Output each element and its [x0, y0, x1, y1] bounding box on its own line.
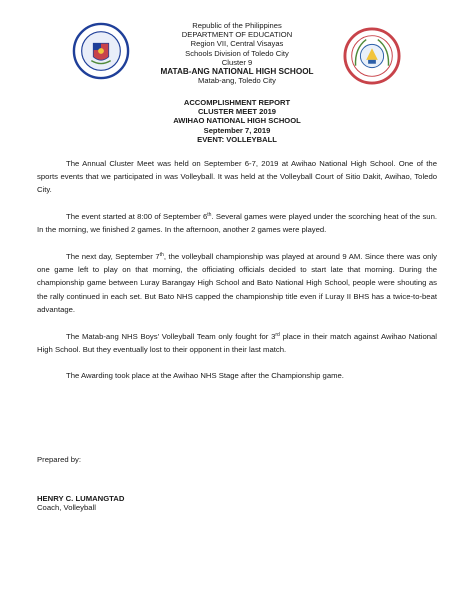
- report-event-type: EVENT: VOLLEYBALL: [197, 134, 277, 144]
- report-title-block: [100, 98, 374, 144]
- signatory-role: Coach, Volleyball: [37, 503, 96, 512]
- letterhead: [100, 21, 374, 85]
- school-address: Matab-ang, Toledo City: [198, 76, 276, 86]
- paragraph-2-ordinal: th: [207, 212, 212, 219]
- paragraph-3-text-b: , the volleyball championship was played at around 9 AM. Since there was only one game left to play on that morning, the officiating officials decided to start late that morning. During the championship game between Luray Barangay High School and Bato National High School, people were shouting as the rally continued in each set. But Bato NHS capped the championship title even if Luray II BHS has a twice-to-beat advantage.: [37, 252, 437, 314]
- cluster-line: Cluster 9: [221, 57, 253, 67]
- paragraph-5: The Awarding took place at the Awihao NHS Stage after the Championship game.: [66, 371, 344, 381]
- region-line: Region VII, Central Visayas: [190, 39, 284, 49]
- paragraph-4-text-b: place in their match against Awihao National High School. But they eventually lost to their opponent in their last match.: [37, 331, 437, 354]
- school-name: MATAB-ANG NATIONAL HIGH SCHOOL: [160, 67, 314, 77]
- paragraph-3-ordinal: th: [159, 252, 164, 259]
- report-body: [37, 157, 437, 396]
- report-title: ACCOMPLISHMENT REPORT: [183, 98, 291, 107]
- paragraph-4-text-a: The Matab-ang NHS Boys' Volleyball Team only fought for 3: [66, 331, 276, 341]
- paragraph-4: [37, 330, 437, 356]
- paragraph-2-text-a: The event started at 8:00 of September 6: [66, 212, 208, 222]
- signatory-name: HENRY C. LUMANGTAD: [37, 494, 125, 503]
- paragraph-3-text-a: The next day, September 7: [66, 252, 160, 262]
- paragraph-4-ordinal: rd: [275, 331, 280, 338]
- paragraph-2: [37, 210, 437, 236]
- prepared-by-label: Prepared by:: [37, 455, 82, 464]
- paragraph-3: [37, 250, 437, 316]
- paragraph-2-text-b: . Several games were played under the scorching heat of the sun. In the morning, we finished 2 games. In the afternoon, another 2 games were played.: [37, 212, 437, 235]
- division-line: Schools Division of Toledo City: [185, 48, 289, 58]
- report-venue: AWIHAO NATIONAL HIGH SCHOOL: [173, 116, 301, 126]
- republic-line: Republic of the Philippines: [192, 21, 282, 30]
- report-event-name: CLUSTER MEET 2019: [197, 107, 277, 117]
- paragraph-1: The Annual Cluster Meet was held on September 6-7, 2019 at Awihao National High School. One of the sports events that we participated in was Volleyball. It was held at the Volleyball Court of Sitio Dakit, Awihao, Toledo City.: [37, 159, 437, 195]
- department-line: DEPARTMENT OF EDUCATION: [181, 30, 293, 40]
- report-date: September 7, 2019: [203, 125, 271, 135]
